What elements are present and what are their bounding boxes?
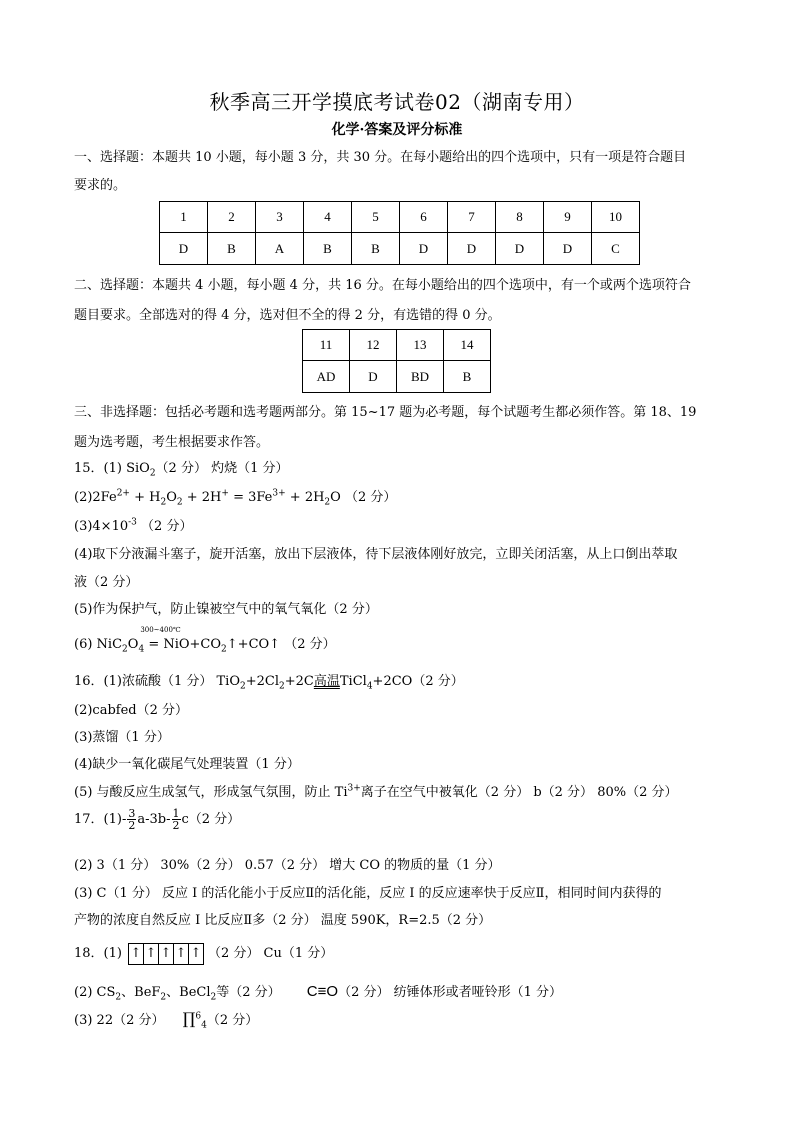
subscript: 4 [201, 1020, 207, 1031]
table-row-numbers [303, 330, 491, 361]
q16-part3: (3)蒸馏（1 分） [74, 730, 170, 745]
text: O （2 分） [330, 490, 397, 505]
text: ↑+CO↑ （2 分） [226, 637, 336, 652]
spin-up-arrow-icon: ↑ [130, 945, 142, 961]
table-cell: 11 [303, 330, 350, 361]
text: （2 分） 灼烧（1 分） [155, 461, 289, 476]
table-row-answers [160, 233, 640, 265]
text: （2 分） [136, 519, 193, 534]
table-cell: B [352, 233, 400, 265]
q16-part1 [74, 670, 464, 692]
table-cell: 13 [397, 330, 444, 361]
text: +2C [284, 674, 314, 689]
table-cell: D [400, 233, 448, 265]
fraction [127, 808, 136, 831]
q15-part4-line1: (4)取下分液漏斗塞子，旋开活塞，放出下层液体，待下层液体刚好放完，立即关闭活塞，从上口倒出萃取 [74, 547, 678, 562]
table-cell: 6 [400, 202, 448, 233]
text: TiCl [339, 674, 367, 689]
spin-up-arrow-icon: ↑ [173, 944, 188, 964]
text: 离子在空气中被氧化（2 分） b（2 分） 80%（2 分） [360, 785, 678, 800]
table-cell: D [544, 233, 592, 265]
text: 等（2 分） [216, 985, 281, 1000]
subscript: 2 [115, 992, 122, 1003]
text: (6) NiC [74, 637, 123, 652]
reaction-condition [140, 626, 181, 652]
fraction [172, 808, 181, 831]
table-cell: C [592, 233, 640, 265]
reaction-condition: 高温 [313, 674, 340, 689]
superscript: 3+ [272, 488, 286, 499]
q18-part1 [74, 942, 333, 965]
table-cell: D [350, 361, 397, 393]
q17-part2: (2) 3（1 分） 30%（2 分） 0.57（2 分） 增大 CO 的物质的量（1 分） [74, 858, 501, 873]
denominator: 2 [172, 819, 180, 832]
table-row-numbers [160, 202, 640, 233]
orbital-diagram [128, 943, 204, 965]
superscript: 3+ [347, 783, 361, 794]
q17-part3-line1: (3) C（1 分） 反应 I 的活化能小于反应Ⅱ的活化能，反应 I 的反应速率快于反应Ⅱ，相同时间内获得的 [74, 886, 662, 901]
q17-part3-line2: 产物的浓度自然反应 I 比反应Ⅱ多（2 分） 温度 590K，R=2.5（2 分） [74, 913, 492, 928]
text: (2)2Fe [74, 490, 117, 505]
subscript: 2 [176, 497, 183, 508]
text: (3)4×10 [74, 519, 129, 534]
table-cell: 10 [592, 202, 640, 233]
text: +2Cl [245, 674, 279, 689]
table-cell: 14 [444, 330, 491, 361]
text: 16．(1)浓硫酸（1 分） TiO [74, 674, 240, 689]
q15-part2-equation [74, 486, 397, 508]
subscript: 2 [221, 644, 227, 655]
q18-part2 [74, 981, 563, 1003]
q15-part1 [74, 457, 289, 479]
text: （2 分） [206, 1013, 259, 1028]
section2-instruction-line1: 二、选择题：本题共 4 小题，每小题 4 分，共 16 分。在每小题给出的四个选项中，有一个或两个选项符合 [74, 278, 691, 293]
table-cell: 7 [448, 202, 496, 233]
q16-part2: (2)cabfed（2 分） [74, 703, 188, 718]
table-cell: 4 [304, 202, 352, 233]
section2-answer-table [302, 329, 491, 393]
subscript: 2 [122, 644, 128, 655]
subscript: 4 [366, 681, 373, 692]
text: (5) 与酸反应生成氢气，形成氢气氛围，防止 Ti [74, 785, 348, 800]
text: 、BeF [121, 985, 161, 1000]
text: = 3Fe [228, 490, 273, 505]
q15-part5: (5)作为保护气，防止镍被空气中的氧气氧化（2 分） [74, 602, 378, 617]
spin-up-arrow-icon: ↑ [143, 944, 158, 964]
table-cell: B [304, 233, 352, 265]
subscript: 2 [160, 992, 167, 1003]
text: + 2H [285, 490, 325, 505]
spin-up-arrow-icon: ↑ [188, 944, 203, 964]
numerator: 3 [128, 807, 136, 820]
section2-instruction-line2: 题目要求。全部选对的得 4 分，选对但不全的得 2 分，有选错的得 0 分。 [74, 308, 501, 323]
table-cell: 1 [160, 202, 208, 233]
table-cell: D [448, 233, 496, 265]
text: (3) 22（2 分） [74, 1013, 165, 1028]
q17-part1 [74, 808, 240, 831]
condition-text: 300~400℃ [140, 626, 181, 634]
denominator: 2 [128, 819, 136, 832]
document-subtitle: 化学·答案及评分标准 [331, 122, 463, 138]
numerator: 1 [172, 807, 180, 820]
subscript: 2 [279, 681, 285, 692]
text: （2 分） 纺锤体形或者哑铃形（1 分） [338, 985, 563, 1000]
text: a-3b- [137, 812, 171, 827]
section3-instruction-line2: 题为选考题，考生根据要求作答。 [74, 435, 270, 450]
table-cell: 3 [256, 202, 304, 233]
q15-part3 [74, 515, 192, 534]
superscript: -3 [128, 517, 137, 528]
pi-bond-symbol: ∏ [182, 1009, 196, 1028]
table-cell: BD [397, 361, 444, 393]
section1-instruction-line1: 一、选择题：本题共 10 小题，每小题 3 分，共 30 分。在每小题给出的四个选项中，只有一项是符合题目 [74, 150, 687, 165]
table-cell: 12 [350, 330, 397, 361]
table-cell: 5 [352, 202, 400, 233]
text: + 2H [182, 490, 222, 505]
text: NiO+CO [159, 637, 222, 652]
text: O [127, 637, 139, 652]
q15-part4-line2: 液（2 分） [74, 575, 139, 590]
superscript: + [221, 488, 229, 499]
superscript: 2+ [116, 488, 130, 499]
table-cell: B [444, 361, 491, 393]
table-cell: AD [303, 361, 350, 393]
table-cell: 8 [496, 202, 544, 233]
subscript: 2 [239, 681, 246, 692]
subscript: 2 [210, 992, 217, 1003]
subscript: 2 [149, 468, 156, 479]
q16-part5 [74, 781, 678, 800]
table-cell: A [256, 233, 304, 265]
text: + H [129, 490, 161, 505]
text: (2) CS [74, 985, 116, 1000]
table-row-answers [303, 361, 491, 393]
text: 17．(1)- [74, 812, 127, 827]
superscript: 6 [195, 1011, 202, 1022]
document-title: 秋季高三开学摸底考试卷02（湖南专用） [209, 90, 585, 114]
equals-sign: = [148, 637, 160, 652]
q16-part4: (4)缺少一氧化碳尾气处理装置（1 分） [74, 757, 300, 772]
subscript: 2 [160, 497, 167, 508]
table-cell: 9 [544, 202, 592, 233]
co-structure: C≡O [306, 983, 339, 1000]
spin-up-arrow-icon: ↑ [158, 944, 173, 964]
table-cell: 2 [208, 202, 256, 233]
table-cell: B [208, 233, 256, 265]
text: 、BeCl [166, 985, 211, 1000]
section3-instruction-line1: 三、非选择题：包括必考题和选考题两部分。第 15~17 题为必考题，每个试题考生都必须作答。第 18、19 [74, 405, 697, 420]
text: +2CO（2 分） [372, 674, 464, 689]
table-cell: D [160, 233, 208, 265]
text: （2 分） Cu（1 分） [207, 946, 334, 961]
text: c（2 分） [181, 812, 241, 827]
subscript: 4 [138, 644, 145, 655]
q18-part3 [74, 1009, 259, 1031]
text: 18．(1) [74, 946, 122, 961]
text: O [166, 490, 177, 505]
table-cell: D [496, 233, 544, 265]
subscript: 2 [324, 497, 331, 508]
section1-instruction-line2: 要求的。 [74, 178, 127, 193]
text: 15．(1) SiO [74, 461, 150, 476]
section1-answer-table [159, 201, 640, 265]
q15-part6-equation [74, 626, 336, 655]
